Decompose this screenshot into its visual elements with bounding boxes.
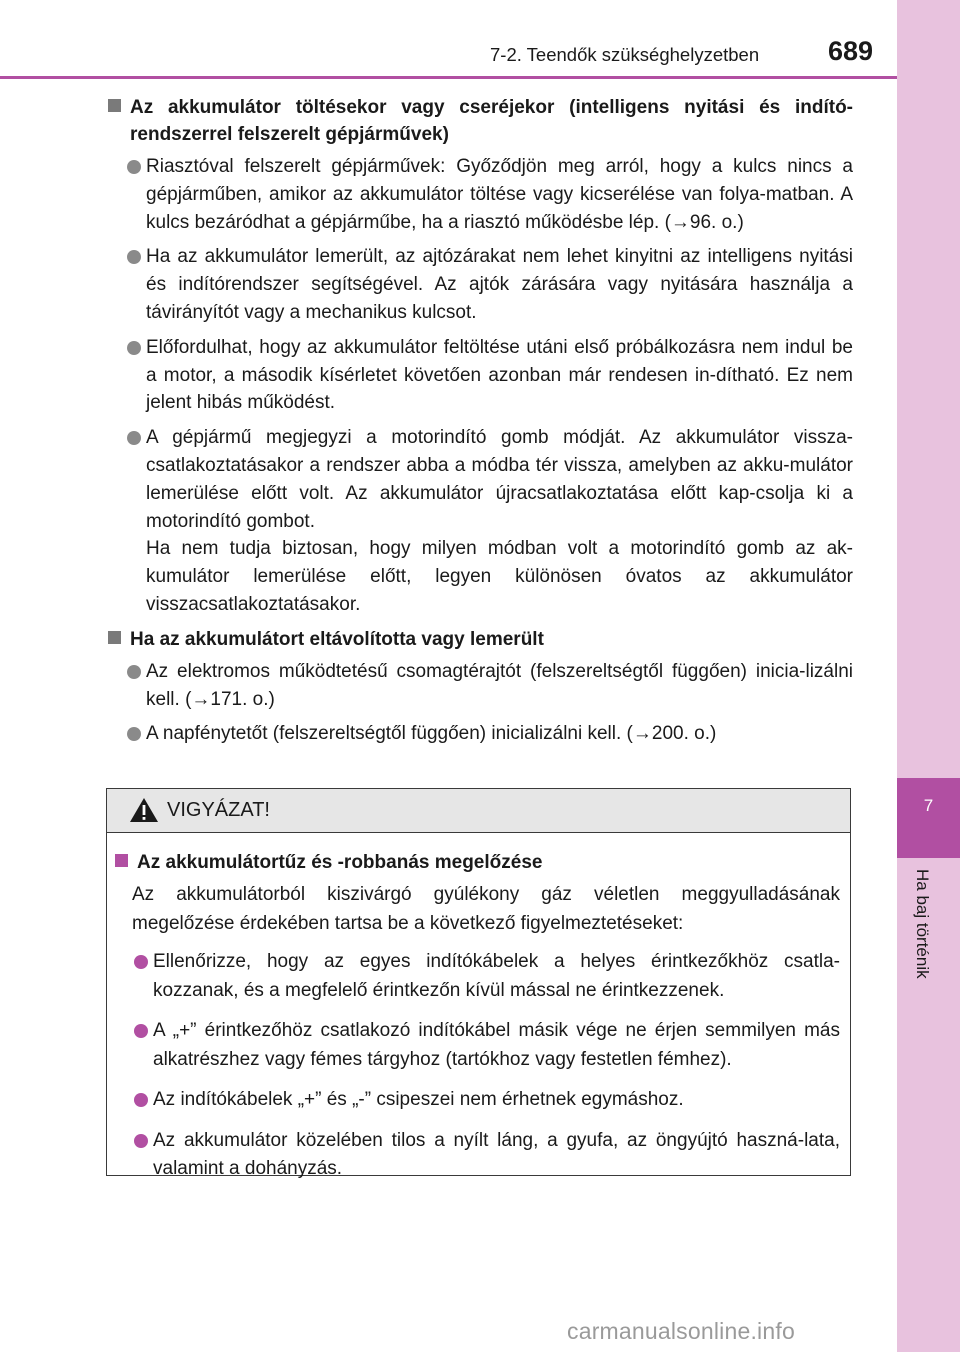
list-item: Előfordulhat, hogy az akkumulátor feltöltése utáni első próbálkozásra nem indul be a motor, a második kísérletet követően azonban már rendesen in-dítható. Ez nem jelent hibás működést.	[108, 334, 853, 417]
round-bullet-icon	[127, 341, 141, 355]
round-bullet-icon	[134, 1093, 148, 1107]
section-heading: Az akkumulátor töltésekor vagy cseréjekor (intelligens nyitási és indító-rendszerrel felszerelt gépjárművek)	[108, 94, 853, 148]
chapter-tab[interactable]	[897, 778, 960, 858]
list-item-extra: Ha nem tudja biztosan, hogy milyen módban volt a motorindító gomb az ak-kumulátor lemerülése előtt, legyen különösen óvatos az akkumulátor visszacsatlakoztatásakor.	[146, 538, 853, 615]
round-bullet-icon	[127, 727, 141, 741]
watermark-text[interactable]: carmanualsonline.info	[567, 1318, 795, 1344]
list-item: A napfénytetőt (felszereltségtől függően) inicializálni kell. (→200. o.)	[108, 720, 853, 748]
caution-header	[107, 789, 850, 833]
list-item: A gépjármű megjegyzi a motorindító gomb módját. Az akkumulátor vissza-csatlakoztatásakor a rendszer abba a módba tér vissza, amelyben az akku-mulátor lemerülése előtt volt. Az akkumulátor újracsatlakoztatása előtt kap-csolja ki a motorindító gombot. Ha nem tudja biztosan, hogy milyen módban volt a motorindító gomb az ak-kumulátor lemerülése előtt, legyen különösen óvatos az akkumulátor visszacsatlakoztatásakor.	[108, 424, 853, 619]
round-bullet-icon	[127, 431, 141, 445]
side-tab-band	[897, 0, 960, 1352]
round-bullet-icon	[134, 1134, 148, 1148]
round-bullet-icon	[127, 160, 141, 174]
section-heading: Ha az akkumulátort eltávolította vagy lemerült	[108, 626, 853, 653]
chapter-number: 7	[923, 796, 934, 815]
list-item: Az elektromos működtetésű csomagtérajtót (felszereltségtől függően) inicia-lizálni kell. (→171. o.)	[108, 658, 853, 714]
caution-heading: Az akkumulátortűz és -robbanás megelőzése	[115, 849, 840, 876]
section-title: 7-2. Teendők szükséghelyzetben	[490, 44, 760, 65]
caution-list-item: Az akkumulátor közelében tilos a nyílt láng, a gyufa, az öngyújtó haszná-lata, valamint a dohányzás.	[115, 1127, 840, 1184]
caution-intro: Az akkumulátorból kiszivárgó gyúlékony gáz véletlen meggyulladásának megelőzése érdekében tartsa be a következő figyelmeztetéseket:	[132, 884, 840, 934]
list-item: Ha az akkumulátor lemerült, az ajtózárakat nem lehet kinyitni az intelligens nyitási és indítórendszer segítségével. Az ajtók zárására vagy nyitására használja a távirányítót vagy a mechanikus kulcsot.	[108, 243, 853, 326]
caution-body	[107, 833, 850, 1184]
caution-title: VIGYÁZAT!	[167, 799, 270, 821]
page-number: 689	[828, 36, 874, 66]
warning-icon	[129, 797, 159, 823]
round-bullet-icon	[127, 250, 141, 264]
caution-box	[106, 788, 851, 1179]
main-content	[108, 94, 853, 755]
round-bullet-icon	[134, 1024, 148, 1038]
chapter-title: Ha baj történik	[913, 869, 932, 979]
round-bullet-icon	[127, 665, 141, 679]
list-item: Riasztóval felszerelt gépjárművek: Győződjön meg arról, hogy a kulcs nincs a gépjárműben, amikor az akkumulátor töltése vagy kicserélése van folya-matban. A kulcs bezáródhat a gépjárműbe, ha a riasztó működésbe lép. (→96. o.)	[108, 153, 853, 236]
square-bullet-icon	[108, 631, 121, 644]
square-bullet-icon	[108, 99, 121, 112]
square-bullet-icon	[115, 854, 128, 867]
round-bullet-icon	[134, 955, 148, 969]
caution-list-item: Az indítókábelek „+” és „-” csipeszei nem érhetnek egymáshoz.	[115, 1086, 840, 1115]
caution-list-item: A „+” érintkezőhöz csatlakozó indítókábel másik vége ne érjen semmilyen más alkatrészhez vagy fémes tárgyhoz (tartókhoz vagy festetlen fémhez).	[115, 1017, 840, 1074]
header-rule	[0, 76, 897, 79]
caution-list-item: Ellenőrizze, hogy az egyes indítókábelek a helyes érintkezőkhöz csatla-kozzanak, és a megfelelő érintkezőn kívül mással ne érintkezzenek.	[115, 948, 840, 1005]
